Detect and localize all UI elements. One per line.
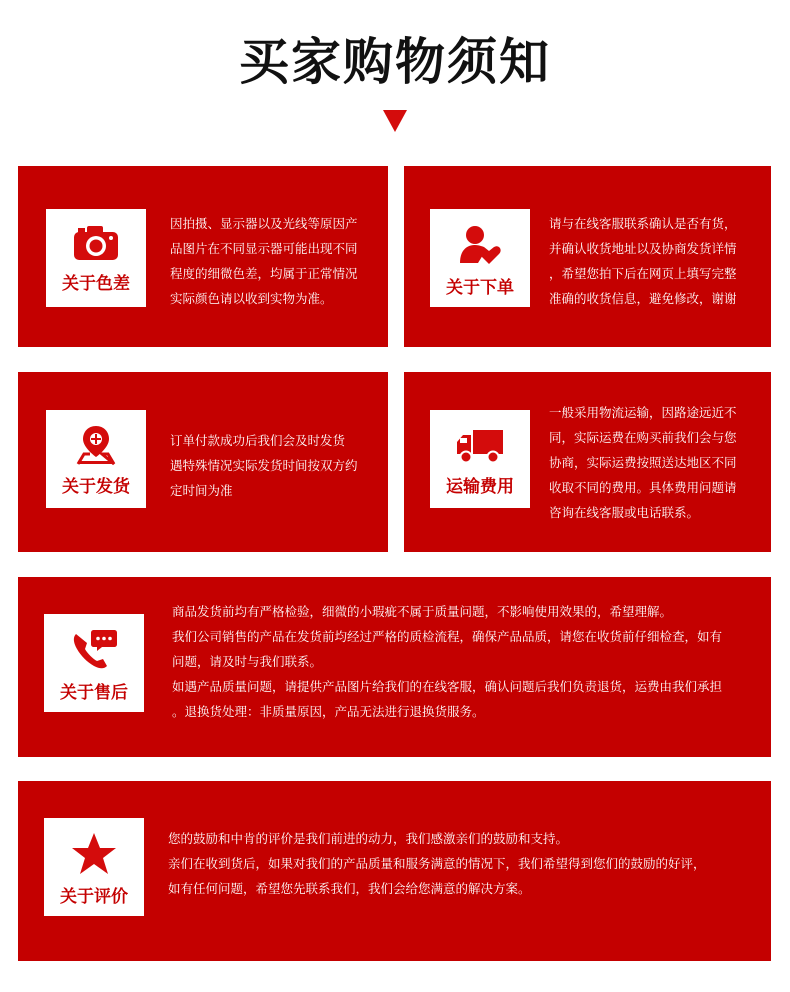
down-arrow-icon (383, 110, 407, 132)
ordering-panel (404, 166, 771, 347)
shipping-label: 关于发货 (62, 477, 130, 497)
page-title: 买家购物须知 (239, 32, 551, 91)
text-line: 问题，请及时与我们联系。 (172, 654, 323, 669)
text-line: 并确认收货地址以及协商发货详情 (549, 241, 737, 256)
shipping-panel (18, 372, 388, 552)
after-sales-text (172, 599, 768, 724)
text-line: 亲们在收到货后，如果对我们的产品质量和服务满意的情况下，我们希望得到您们的鼓励的好评， (168, 856, 706, 871)
after-sales-label: 关于售后 (60, 683, 128, 703)
text-line: 一般采用物流运输，因路途远近不 (549, 405, 737, 420)
ordering-badge (430, 209, 530, 307)
text-line: 商品发货前均有严格检验，细微的小瑕疵不属于质量问题，不影响使用效果的，希望理解。 (172, 604, 673, 619)
freight-label: 运输费用 (446, 477, 514, 497)
color-difference-panel (18, 166, 388, 347)
review-label: 关于评价 (60, 887, 128, 907)
freight-text (549, 400, 759, 525)
text-line: ，希望您拍下后在网页上填写完整 (549, 266, 737, 281)
text-line: 我们公司销售的产品在发货前均经过严格的质检流程，确保产品品质，请您在收货前仔细检查，如有 (172, 629, 723, 644)
text-line: 准确的收货信息，避免修改，谢谢 (549, 291, 737, 306)
after-sales-panel (18, 577, 771, 757)
freight-panel (404, 372, 771, 552)
ordering-label: 关于下单 (446, 278, 514, 298)
truck-icon (455, 424, 505, 466)
shipping-text (170, 428, 380, 503)
text-line: 定时间为准 (170, 483, 233, 498)
text-line: 遇特殊情况实际发货时间按双方约 (170, 458, 358, 473)
text-line: 程度的细微色差，均属于正常情况 (170, 266, 358, 281)
text-line: 品图片在不同显示器可能出现不同 (170, 241, 358, 256)
ordering-text (549, 211, 759, 311)
review-text (168, 826, 764, 901)
text-line: 。退换货处理：非质量原因，产品无法进行退换货服务。 (172, 704, 485, 719)
text-line: 协商，实际运费按照送达地区不同 (549, 455, 737, 470)
phone-chat-icon (70, 628, 118, 672)
text-line: 订单付款成功后我们会及时发货 (170, 433, 346, 448)
after-sales-badge (44, 614, 144, 712)
user-heart-icon (458, 223, 502, 267)
star-icon (71, 832, 117, 876)
camera-icon (71, 223, 121, 263)
text-line: 同，实际运费在购买前我们会与您 (549, 430, 737, 445)
color-difference-text (170, 211, 380, 311)
freight-badge (430, 410, 530, 508)
location-pin-icon (74, 424, 118, 466)
text-line: 实际颜色请以收到实物为准。 (170, 291, 333, 306)
shipping-badge (46, 410, 146, 508)
review-badge (44, 818, 144, 916)
color-difference-badge (46, 209, 146, 307)
text-line: 您的鼓励和中肯的评价是我们前进的动力，我们感激亲们的鼓励和支持。 (168, 831, 569, 846)
text-line: 收取不同的费用。具体费用问题请 (549, 480, 737, 495)
review-panel (18, 781, 771, 961)
text-line: 如有任何问题，希望您先联系我们，我们会给您满意的解决方案。 (168, 881, 531, 896)
color-difference-label: 关于色差 (62, 274, 130, 294)
text-line: 如遇产品质量问题，请提供产品图片给我们的在线客服，确认问题后我们负责退货，运费由我们承担 (172, 679, 723, 694)
text-line: 请与在线客服联系确认是否有货， (549, 216, 737, 231)
text-line: 咨询在线客服或电话联系。 (549, 505, 700, 520)
text-line: 因拍摄、显示器以及光线等原因产 (170, 216, 358, 231)
